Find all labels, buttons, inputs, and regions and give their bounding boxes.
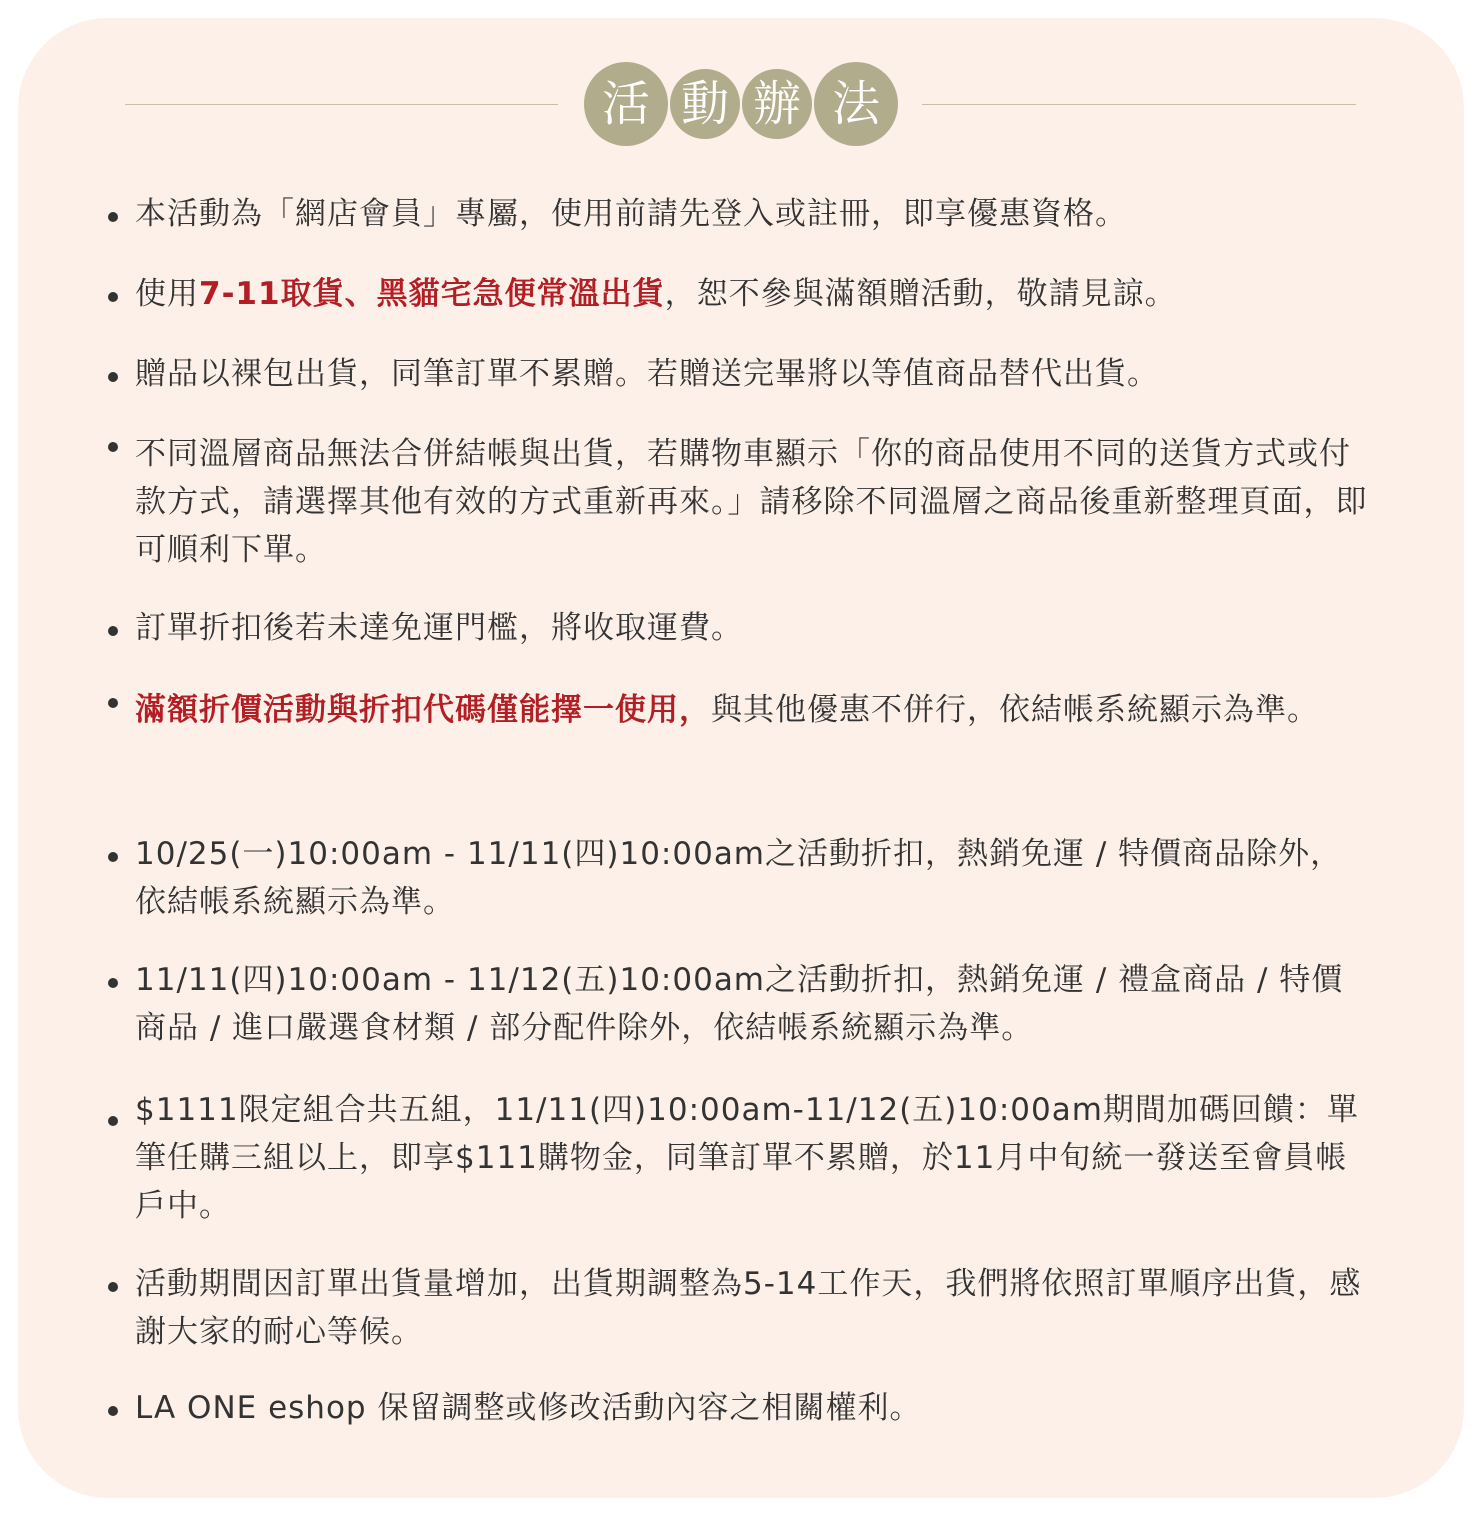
bullet-dot <box>108 1282 118 1292</box>
header-divider-right <box>922 104 1356 105</box>
bullet-dot <box>108 212 118 222</box>
bullet-dot <box>108 978 118 988</box>
rule-text: 10/25(一)10:00am - 11/11(四)10:00am之活動折扣，熱銷免運 / 特價商品除外，依結帳系統顯示為準。 <box>135 836 1343 920</box>
rule-text: 不同溫層商品無法合併結帳與出貨，若購物車顯示「你的商品使用不同的送貨方式或付款方式，請選擇其他有效的方式重新再來。」請移除不同溫層之商品後重新整理頁面，即可順利下單。 <box>135 436 1368 568</box>
rule-text: 活動期間因訂單出貨量增加，出貨期調整為5-14工作天，我們將依照訂單順序出貨，感謝大家的耐心等候。 <box>135 1266 1362 1350</box>
rule-text-highlight: 7-11取貨、黑貓宅急便常溫出貨 <box>199 276 665 312</box>
title-char-3: 辦 <box>742 69 812 139</box>
bullet-dot <box>108 1406 118 1416</box>
header-divider-left <box>125 104 558 105</box>
rule-text: LA ONE eshop 保留調整或修改活動內容之相關權利。 <box>135 1390 922 1426</box>
bullet-dot <box>108 852 118 862</box>
title-char-4: 法 <box>814 62 898 146</box>
bullet-dot <box>108 1116 118 1126</box>
rule-text <box>135 686 1370 734</box>
bullet-dot <box>108 442 118 452</box>
rule-text: 本活動為「網店會員」專屬，使用前請先登入或註冊，即享優惠資格。 <box>135 196 1127 232</box>
rule-text <box>135 270 1370 318</box>
rule-text-post: 與其他優惠不併行，依結帳系統顯示為準。 <box>711 692 1319 728</box>
rule-text-highlight: 滿額折價活動與折扣代碼僅能擇一使用， <box>135 692 711 728</box>
bullet-dot <box>108 372 118 382</box>
title-char-2: 動 <box>670 69 740 139</box>
title-char-1: 活 <box>584 62 668 146</box>
bullet-dot <box>108 626 118 636</box>
rule-text: 贈品以裸包出貨，同筆訂單不累贈。若贈送完畢將以等值商品替代出貨。 <box>135 356 1159 392</box>
rule-text: 訂單折扣後若未達免運門檻，將收取運費。 <box>135 610 743 646</box>
rule-text-pre: 使用 <box>135 276 199 312</box>
rule-text-post: ，恕不參與滿額贈活動，敬請見諒。 <box>664 276 1177 312</box>
bullet-dot <box>108 292 118 302</box>
rule-text: 11/11(四)10:00am - 11/12(五)10:00am之活動折扣，熱銷免運 / 禮盒商品 / 特價商品 / 進口嚴選食材類 / 部分配件除外，依結帳系統顯示為準。 <box>135 962 1344 1046</box>
rule-text: $1111限定組合共五組，11/11(四)10:00am-11/12(五)10:00am期間加碼回饋：單筆任購三組以上，即享$111購物金，同筆訂單不累贈，於11月中旬統一發送至會員帳戶中。 <box>135 1092 1359 1224</box>
page-title <box>584 62 898 146</box>
bullet-dot <box>108 698 118 708</box>
